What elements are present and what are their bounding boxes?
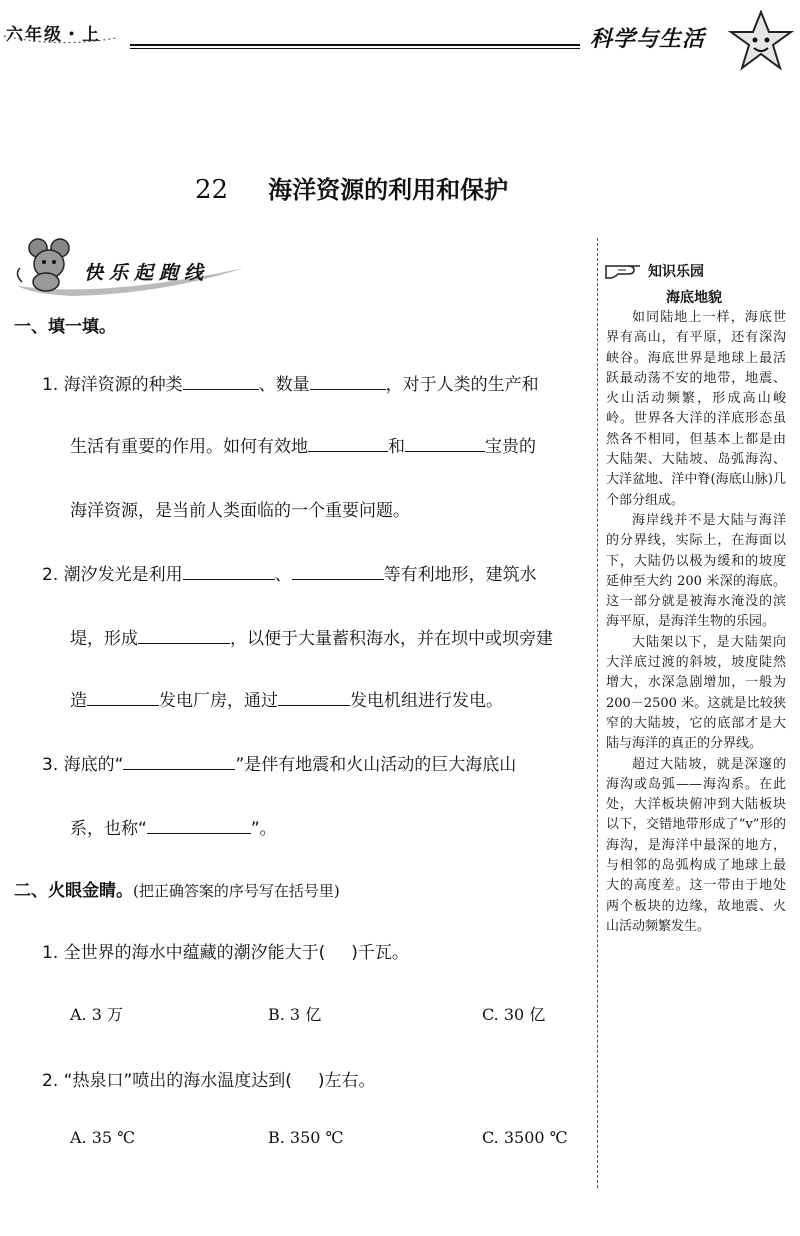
mc-q1-option-a[interactable]: A. 3 万 bbox=[70, 1005, 123, 1024]
mc-q2-text: )左右。 bbox=[317, 1071, 376, 1091]
q1-line-1 bbox=[42, 370, 539, 395]
q3-line-2 bbox=[70, 814, 277, 839]
q2-number: 2. bbox=[42, 565, 59, 585]
section-2-heading bbox=[14, 876, 340, 901]
q2-text: 造 bbox=[70, 691, 87, 711]
mc-q1 bbox=[42, 938, 409, 963]
q1-text: ，对于人类的生产和 bbox=[385, 375, 539, 395]
q1-text: 海洋资源的种类 bbox=[63, 375, 183, 395]
answer-blank[interactable] bbox=[405, 435, 485, 452]
q1-line-3: 海洋资源，是当前人类面临的一个重要问题。 bbox=[70, 501, 410, 521]
q1-text: 宝贵的 bbox=[485, 437, 536, 457]
lesson-number: 22 bbox=[195, 175, 229, 205]
mc-q1-text: )千瓦。 bbox=[351, 943, 409, 963]
sidebar-paragraph: 大陆架以下，是大陆架向大洋底过渡的斜坡，坡度陡然增大，水深急剧增加，一般为 200－2500 米。这就是比较狭窄的大陆坡，它的底部才是大陆与海洋的真正的分界线。 bbox=[606, 634, 786, 752]
mc-q2-option-c[interactable]: C. 3500 ℃ bbox=[482, 1128, 568, 1147]
sidebar-paragraph: 超过大陆坡，就是深邃的海沟或岛弧——海沟系。在此处，大洋板块俯冲到大陆板块以下，交错地带形成了“v”形的海沟，是海洋中最深的地方，与相邻的岛弧构成了地球上最大的高度差。这一带由于地处两个板块的边缘，故地震、火山活动频繁发生。 bbox=[606, 756, 786, 934]
answer-blank[interactable] bbox=[292, 563, 384, 580]
q2-line-3 bbox=[70, 686, 503, 711]
mc-q2-option-a[interactable]: A. 35 ℃ bbox=[70, 1128, 136, 1147]
header-rule-thin bbox=[130, 48, 580, 49]
q2-text: 发电机组进行发电。 bbox=[350, 691, 503, 711]
answer-blank[interactable] bbox=[310, 373, 386, 390]
answer-blank[interactable] bbox=[308, 435, 388, 452]
q1-text: 、数量 bbox=[258, 375, 310, 395]
q1-text: 生活有重要的作用。如何有效地 bbox=[70, 437, 308, 457]
q2-text: 等有利地形，建筑水 bbox=[383, 565, 537, 585]
q2-line-1 bbox=[42, 560, 537, 585]
answer-blank[interactable] bbox=[278, 689, 350, 706]
mc-q2-text: “热泉口”喷出的海水温度达到( bbox=[63, 1071, 292, 1091]
q1-line-2 bbox=[70, 432, 536, 457]
answer-blank[interactable] bbox=[147, 817, 251, 834]
sidebar-paragraph: 海岸线并不是大陆与海洋的分界线，实际上，在海面以下，大陆仍以极为缓和的坡度延伸至大约 200 米深的海底。这一部分就是被海水淹没的滨海平原，是海洋生物的乐园。 bbox=[606, 512, 786, 630]
q3-line-1 bbox=[42, 750, 516, 775]
q3-text: ”。 bbox=[250, 819, 277, 839]
q3-number: 3. bbox=[42, 755, 59, 775]
q2-text: 发电厂房，通过 bbox=[159, 691, 278, 711]
header-rule bbox=[130, 44, 580, 46]
section-2-heading-text: 二、火眼金睛。 bbox=[14, 881, 133, 901]
lesson-title-text: 海洋资源的利用和保护 bbox=[268, 176, 509, 204]
sidebar-paragraph: 如同陆地上一样，海底世界有高山，有平原，还有深沟峡谷。海底世界是地球上最活跃最动荡不安的地带，地震、火山活动频繁，形成高山峻岭。世界各大洋的洋底形态虽然各不相同，但基本上都是由大陆架、大陆坡、岛弧海沟、大洋盆地、洋中脊(海底山脉)几个部分组成。 bbox=[606, 310, 786, 508]
answer-blank[interactable] bbox=[183, 373, 259, 390]
mc-q1-option-b[interactable]: B. 3 亿 bbox=[268, 1005, 322, 1024]
header-dots-decoration bbox=[0, 34, 120, 46]
banner-label: 快乐起跑线 bbox=[84, 262, 210, 284]
mc-q1-number: 1. bbox=[42, 943, 59, 963]
q2-text: 潮汐发光是利用 bbox=[63, 565, 183, 585]
sidebar-divider bbox=[597, 238, 598, 1188]
q2-text: 堤，形成 bbox=[70, 629, 138, 649]
mc-q1-option-c[interactable]: C. 30 亿 bbox=[482, 1005, 546, 1024]
answer-blank[interactable] bbox=[138, 627, 230, 644]
answer-blank[interactable] bbox=[183, 563, 275, 580]
q2-line-2 bbox=[70, 624, 553, 649]
grade-label: 六年级・上 bbox=[6, 25, 101, 45]
answer-blank[interactable] bbox=[87, 689, 159, 706]
mc-q2 bbox=[42, 1066, 376, 1091]
answer-blank[interactable] bbox=[123, 753, 235, 770]
q1-text: 和 bbox=[388, 437, 405, 457]
mc-q2-option-b[interactable]: B. 350 ℃ bbox=[268, 1128, 344, 1147]
q3-text: 海底的“ bbox=[63, 755, 124, 775]
section-1-heading: 一、填一填。 bbox=[14, 317, 116, 337]
series-title: 科学与生活 bbox=[590, 27, 706, 52]
mc-q2-number: 2. bbox=[42, 1071, 59, 1091]
q2-text: ，以便于大量蓄积海水，并在坝中或坝旁建 bbox=[230, 629, 553, 649]
section-2-note: (把正确答案的序号写在括号里) bbox=[133, 882, 340, 900]
sidebar-heading: 知识乐园 bbox=[648, 264, 704, 280]
star-mascot-icon bbox=[728, 10, 794, 72]
lesson-title bbox=[195, 170, 508, 205]
q3-text: 系，也称“ bbox=[70, 819, 147, 839]
sidebar-subtitle: 海底地貌 bbox=[666, 290, 722, 306]
q2-text: 、 bbox=[274, 565, 292, 585]
q3-text: ”是伴有地震和火山活动的巨大海底山 bbox=[235, 755, 517, 775]
sidebar-body bbox=[606, 308, 786, 937]
pointing-hand-icon bbox=[604, 258, 644, 282]
mc-q1-text: 全世界的海水中蕴藏的潮汐能大于( bbox=[63, 943, 326, 963]
q1-number: 1. bbox=[42, 375, 59, 395]
